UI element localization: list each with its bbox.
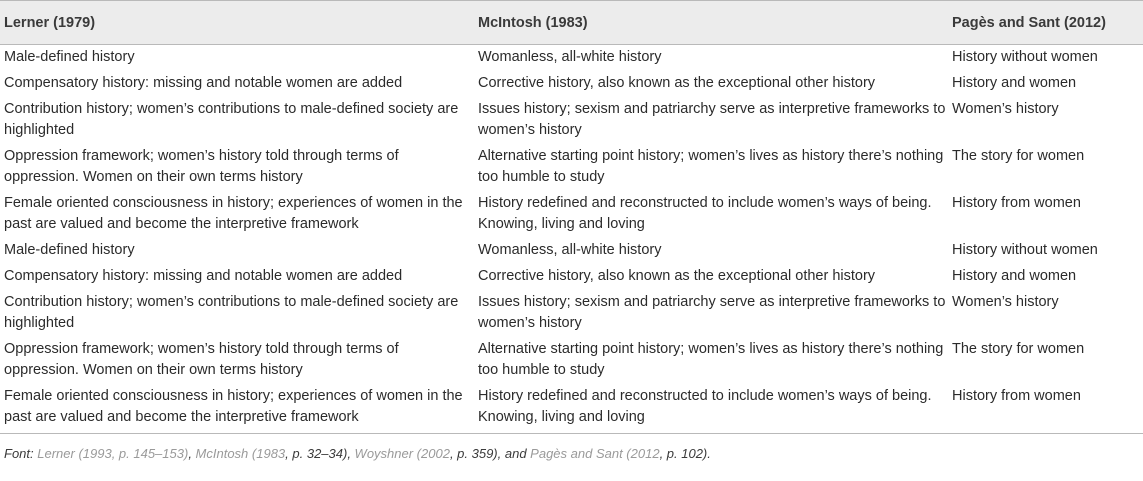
cell-pages-sant: History without women (952, 242, 1098, 258)
cell-pages-sant: History from women (948, 384, 1143, 434)
table-row (0, 264, 1143, 290)
cell-pages-sant: Women’s history (952, 294, 1059, 310)
footnote-text: , (188, 446, 196, 461)
cell-mcintosh: Corrective history, also known as the exceptional other history (478, 75, 876, 91)
footnote-text: , p. 359), and (449, 446, 531, 461)
cell-lerner: Oppression framework; women’s history told through terms of oppression. Women on their own terms history (4, 148, 399, 185)
cell-mcintosh: Issues history; sexism and patriarchy serve as interpretive frameworks to women’s history (478, 294, 946, 331)
cell-mcintosh: History redefined and reconstructed to include women’s ways of being. Knowing, living and loving (474, 384, 948, 434)
cell-lerner: Contribution history; women’s contributions to male-defined society are highlighted (4, 294, 459, 331)
table-header (0, 1, 1143, 45)
cell-mcintosh: Corrective history, also known as the exceptional other history (478, 268, 876, 284)
cell-lerner: Oppression framework; women’s history told through terms of oppression. Women on their own terms history (4, 341, 399, 378)
citation-link[interactable]: McIntosh (1983 (195, 446, 286, 461)
table-row (0, 384, 1143, 434)
cell-lerner: Female oriented consciousness in history; experiences of women in the past are valued and become the interpretive framework (4, 195, 463, 232)
header-lerner: Lerner (1979) (0, 1, 474, 45)
cell-mcintosh: Alternative starting point history; women’s lives as history there’s nothing too humble to study (478, 148, 944, 185)
table-row (0, 97, 1143, 144)
table-footnote (4, 446, 1143, 461)
citation-link[interactable]: Pagès and Sant (2012 (530, 446, 660, 461)
citation-link[interactable]: Lerner (1993, p. 145–153) (37, 446, 189, 461)
cell-pages-sant: History without women (952, 49, 1098, 65)
table-row (0, 71, 1143, 97)
table-row (0, 45, 1143, 72)
footnote-citations (34, 446, 711, 461)
cell-pages-sant: History and women (952, 75, 1077, 91)
table-row (0, 144, 1143, 191)
table-row (0, 191, 1143, 238)
cell-mcintosh: Issues history; sexism and patriarchy serve as interpretive frameworks to women’s history (478, 101, 946, 138)
header-mcintosh: McIntosh (1983) (474, 1, 948, 45)
header-pages-sant: Pagès and Sant (2012) (948, 1, 1143, 45)
cell-mcintosh: Womanless, all-white history (478, 242, 662, 258)
cell-lerner: Male-defined history (4, 242, 135, 258)
cell-lerner: Male-defined history (4, 49, 135, 65)
table-row (0, 290, 1143, 337)
cell-pages-sant: Women’s history (952, 101, 1059, 117)
cell-lerner: Compensatory history: missing and notable women are added (4, 75, 403, 91)
cell-mcintosh: History redefined and reconstructed to include women’s ways of being. Knowing, living and loving (478, 195, 932, 232)
footnote-text: , p. 102). (659, 446, 711, 461)
table-header-row (0, 1, 1143, 45)
cell-pages-sant: The story for women (952, 148, 1085, 164)
cell-pages-sant: History from women (952, 195, 1081, 211)
table-row (0, 238, 1143, 264)
footnote-text: , p. 32–34), (285, 446, 355, 461)
table-row (0, 337, 1143, 384)
cell-lerner: Contribution history; women’s contributions to male-defined society are highlighted (4, 101, 459, 138)
cell-mcintosh: Alternative starting point history; women’s lives as history there’s nothing too humble to study (478, 341, 944, 378)
footnote-label: Font: (4, 446, 34, 461)
cell-lerner: Female oriented consciousness in history; experiences of women in the past are valued and become the interpretive framework (0, 384, 474, 434)
cell-mcintosh: Womanless, all-white history (478, 49, 662, 65)
table-body (0, 45, 1143, 434)
cell-pages-sant: The story for women (952, 341, 1085, 357)
cell-pages-sant: History and women (952, 268, 1077, 284)
citation-link[interactable]: Woyshner (2002 (354, 446, 450, 461)
cell-lerner: Compensatory history: missing and notable women are added (4, 268, 403, 284)
